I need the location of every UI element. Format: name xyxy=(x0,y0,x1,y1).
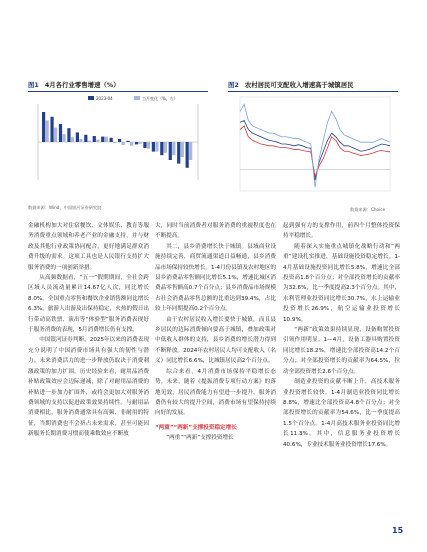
bar-monthly-change xyxy=(79,139,82,142)
figure-2-title-text: 农村居民可支配收入增速高于城镇居民 xyxy=(244,81,354,89)
bar-2023-04 xyxy=(169,142,172,160)
bar-2023-04 xyxy=(110,138,113,142)
series-line-2 xyxy=(240,126,390,177)
bar-2023-04 xyxy=(59,124,62,142)
series-line-1 xyxy=(240,121,390,181)
paragraph: 其二，县乡消费增长快于城镇。县域商业设施持续完善，商贸流通渠道日益畅通，县乡消费品市场保持较快增长。1-4月份县镇及农村地区的县乡消费品零售额同比增长5.1%，增速比城区消费品零售额高0.7个百分点；县乡消费品市场规模占社会消费品零售总额的比重达到39.4%，占比较上年同期提高0.2个百分点。 xyxy=(155,243,277,313)
paragraph: 起到强有力的支撑作用，前四个月整体投资保持平稳增长。 xyxy=(283,223,400,240)
figure-1-chart xyxy=(28,92,208,192)
bar-2023-04 xyxy=(101,137,104,142)
page-number: 15 xyxy=(392,526,404,535)
figure-2-lines xyxy=(240,104,390,187)
figure-2-number: 图2 xyxy=(228,81,239,89)
bar-monthly-change xyxy=(71,137,74,142)
bar-2023-04 xyxy=(84,135,87,142)
bar-monthly-change xyxy=(172,142,175,155)
paragraph: 综合来看，4月消费市场保持平稳增长态势。未来，随着《提振消费专项行动方案》的落地见效，居民消费能力有望进一步提升，服务消费仍有较大的提升空间，消费市场有望保持持续向好的发展。 xyxy=(155,368,276,417)
bar-monthly-change xyxy=(46,120,49,142)
bar-2023-04 xyxy=(76,132,79,142)
bar-2023-04 xyxy=(67,128,70,142)
text-column-3 xyxy=(283,221,400,450)
bar-2023-04 xyxy=(160,142,163,155)
figure-2-divider xyxy=(228,91,398,92)
figure-1-number: 图1 xyxy=(28,81,39,89)
figure-1-bars xyxy=(42,112,192,168)
paragraph: 大，同时当前消费者对服务消费的重视程度也在不断提高。 xyxy=(155,223,276,240)
bar-monthly-change xyxy=(62,134,65,142)
bar-2023-04 xyxy=(143,142,146,148)
paragraph: 从高频数据看，“五一”假期期间，全社会跨区域人员流动量累计14.67亿人次，同比增长8.0%。全国重点零售和餐饮企业销售额同比增长6.3%。旅游人出游及出保持稳定，火热的假日出行带动高铁票、演出等“体验型”服务消费表现好于服务消费的表现，5月消费增长仍有支撑。 xyxy=(28,275,149,334)
figure-2-source: 数据来源：Choice xyxy=(350,207,386,212)
paragraph: 制造业投资的贡献不断上升，高技术服务业投资增长较快。1-4月制造业投资同比增长8.8%，增速比全部投资高4.8个百分点；对全部投资增长的贡献率为54.6%，比一季度提高1.5个百分点。1-4月高技术服务业投资同比增长11.3%。其中，信息服务业投资增长40.6%，专业技术服务业投资增长17.6%。 xyxy=(283,379,400,448)
paragraph: “两新”政策效果持续显现，设备购置投资引领作用明显。1—4月，设备工器具购置投资同比增长18.2%，增速比全部投资高14.2个百分点；对全部投资增长的贡献率为64.5%，拉动全部投资增长2.6个百分点。 xyxy=(283,327,400,375)
paragraph: 金融机构加大对住宿餐饮、文体娱乐、教育等服务消费重点领域和养老产业的金融支持，并与财政及其他行业政策协同配合，更好地满足群众消费升级的需求。这项工具也是人民银行支持扩大服务消费的一项创新举措。 xyxy=(28,223,149,271)
bar-2023-04 xyxy=(50,117,53,142)
bar-monthly-change xyxy=(113,142,116,143)
bar-2023-04 xyxy=(186,142,189,168)
bar-monthly-change xyxy=(155,142,158,152)
bar-monthly-change xyxy=(147,142,150,149)
figure-1-legend xyxy=(88,95,178,101)
bar-2023-04 xyxy=(42,112,45,142)
bar-monthly-change xyxy=(54,128,57,142)
bar-monthly-change xyxy=(88,141,91,142)
bar-monthly-change xyxy=(122,142,125,145)
bar-monthly-change xyxy=(189,142,192,160)
section-subheading: “两重”“两新”支撑投资稳定增长 xyxy=(155,424,237,431)
bar-monthly-change xyxy=(96,140,99,142)
legend-swatch-bar xyxy=(88,96,94,100)
bar-monthly-change xyxy=(105,137,108,142)
figure-2-chart xyxy=(228,93,398,203)
paragraph: 随着深入实施重点城镇化战略行动和“两重”建设扎实推进，基础设施投资稳定增长。1-4月基础设施投资同比增长5.8%，增速比全部投资高1.8个百分点；对全部投资增长的贡献率为32.6%，比一季度提高2.3个百分点。其中，水利管理业投资同比增长30.7%，水上运输业投资增长26.9%，航空运输业投资增长10.9%。 xyxy=(283,243,400,323)
figure-2-title xyxy=(228,80,353,89)
bar-monthly-change xyxy=(130,142,133,146)
figure-1-title-text: 4月各行业零售增速（%） xyxy=(44,81,120,89)
legend-swatch-change xyxy=(134,96,140,100)
bar-monthly-change xyxy=(138,142,141,144)
paragraph: 中国银河证券判断，2025年以来的消费表现充分说明了中国消费市场具有强大的韧性与潜力。未来消费活力的进一步释放仍取决于消费刺激政策的加力扩围。历史经验来看，耐用品消费补贴政策效应会边际递减，除了对耐用品消费的补贴进一步加力扩围外，或将会更加大对服务消费领域的支持以促进政策效果持续性。与耐用品消费相比，服务消费通常具有高频、非耐用的特征，当期消费也不会挤占未来需求，甚至可能因新服务长期消费习惯而使乘数效应不断放 xyxy=(28,337,149,438)
legend-label-change: 当月变化（%，右） xyxy=(142,96,178,101)
figure-1-source: 数据来源：Wind，中国银河证券研究院 xyxy=(28,205,102,210)
bar-2023-04 xyxy=(135,142,138,144)
figure-1-title xyxy=(28,80,120,89)
bar-2023-04 xyxy=(118,139,121,142)
bar-monthly-change xyxy=(181,142,184,157)
paragraph: “两重”“两新”支撑投资增长 xyxy=(166,435,234,442)
legend-label-bar: 2023-04 xyxy=(96,96,113,101)
bar-monthly-change xyxy=(164,142,167,153)
bar-2023-04 xyxy=(93,136,96,142)
bar-2023-04 xyxy=(126,141,129,142)
text-column-2 xyxy=(155,221,276,444)
text-column-1 xyxy=(28,221,149,440)
bar-2023-04 xyxy=(152,142,155,152)
bar-2023-04 xyxy=(177,142,180,164)
paragraph: 由于农村居民收入增长要快于城镇，而且县乡居民的边际消费倾向要高于城镇，叠加政策对中低收入群体的支持，县乡消费的增长潜力得到不断释放。2024年农村居民人均可支配收入（名义）同比增长6.6%，比城镇居民高2个百分点。 xyxy=(155,316,276,365)
